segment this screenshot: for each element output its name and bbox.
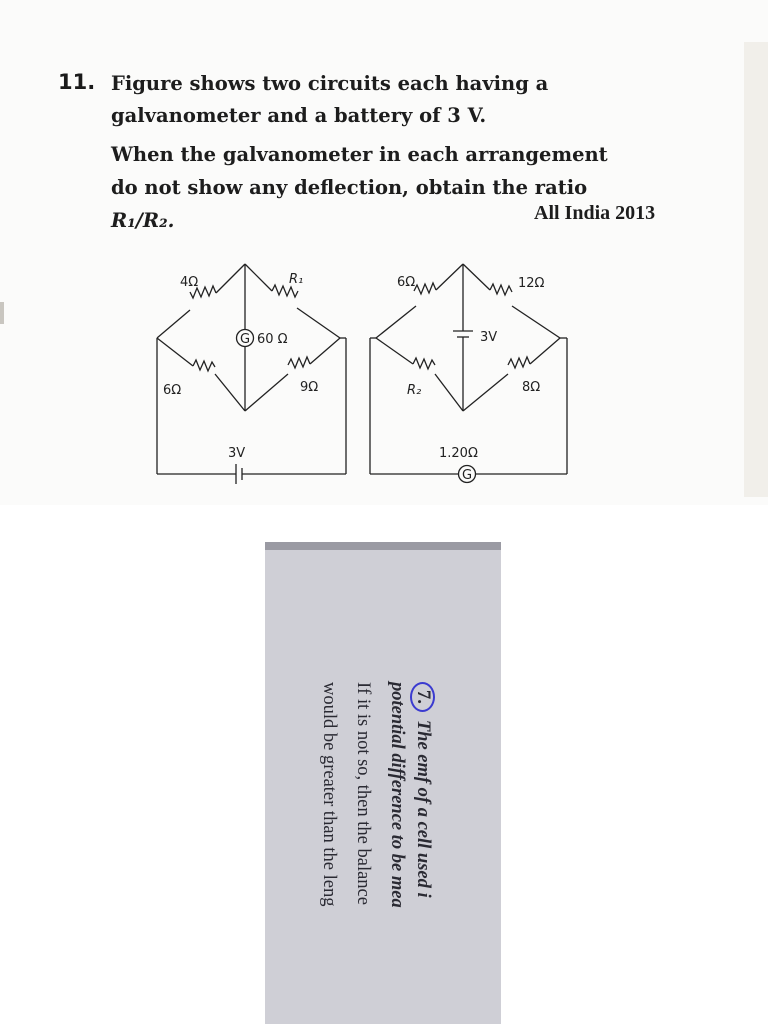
c2-r-bottom-right: 8Ω bbox=[522, 380, 541, 395]
c2-galvanometer-label: G bbox=[462, 468, 473, 483]
c2-r-bottom: 1.20Ω bbox=[439, 446, 478, 461]
c2-r-top-left: 6Ω bbox=[397, 275, 416, 290]
scan-mark bbox=[0, 302, 4, 324]
photo-line-2: potential difference to be mea bbox=[387, 682, 407, 908]
page-edge bbox=[744, 42, 768, 497]
photo-line-1-text: The emf of a cell used i bbox=[413, 719, 433, 898]
c1-r-bottom-right: 9Ω bbox=[300, 380, 319, 395]
question-line-1: Figure shows two circuits each having a bbox=[111, 72, 549, 95]
photo-line-3: If it is not so, then the balance bbox=[353, 682, 373, 905]
c1-r-middle: 60 Ω bbox=[257, 332, 288, 347]
c2-r-top-right: 12Ω bbox=[518, 276, 545, 291]
exam-source: All India 2013 bbox=[534, 202, 656, 224]
question-line-4: do not show any deflection, obtain the ratio bbox=[111, 176, 588, 199]
question-ratio: R₁/R₂. bbox=[111, 209, 175, 232]
circuit-1-wires bbox=[157, 264, 346, 484]
question-line-3: When the galvanometer in each arrangement bbox=[111, 143, 608, 166]
photo-line-1 bbox=[410, 682, 435, 898]
c1-r-bottom-left: 6Ω bbox=[163, 383, 182, 398]
rotated-page-photo bbox=[265, 542, 501, 1024]
c2-battery-label: 3V bbox=[480, 330, 498, 345]
c1-galvanometer-label: G bbox=[240, 332, 251, 347]
c1-r-top-left: 4Ω bbox=[180, 275, 199, 290]
photo-edge bbox=[265, 542, 501, 550]
item-number-badge: 7. bbox=[410, 682, 435, 712]
photo-line-4: would be greater than the leng bbox=[319, 682, 339, 907]
question-line-2: galvanometer and a battery of 3 V. bbox=[111, 104, 487, 127]
c2-r-bottom-left: R₂ bbox=[407, 383, 422, 398]
c1-r-top-right: R₁ bbox=[289, 272, 304, 287]
c1-battery-label: 3V bbox=[228, 446, 246, 461]
question-number: 11. bbox=[58, 70, 96, 94]
circuit-diagram bbox=[140, 246, 580, 496]
